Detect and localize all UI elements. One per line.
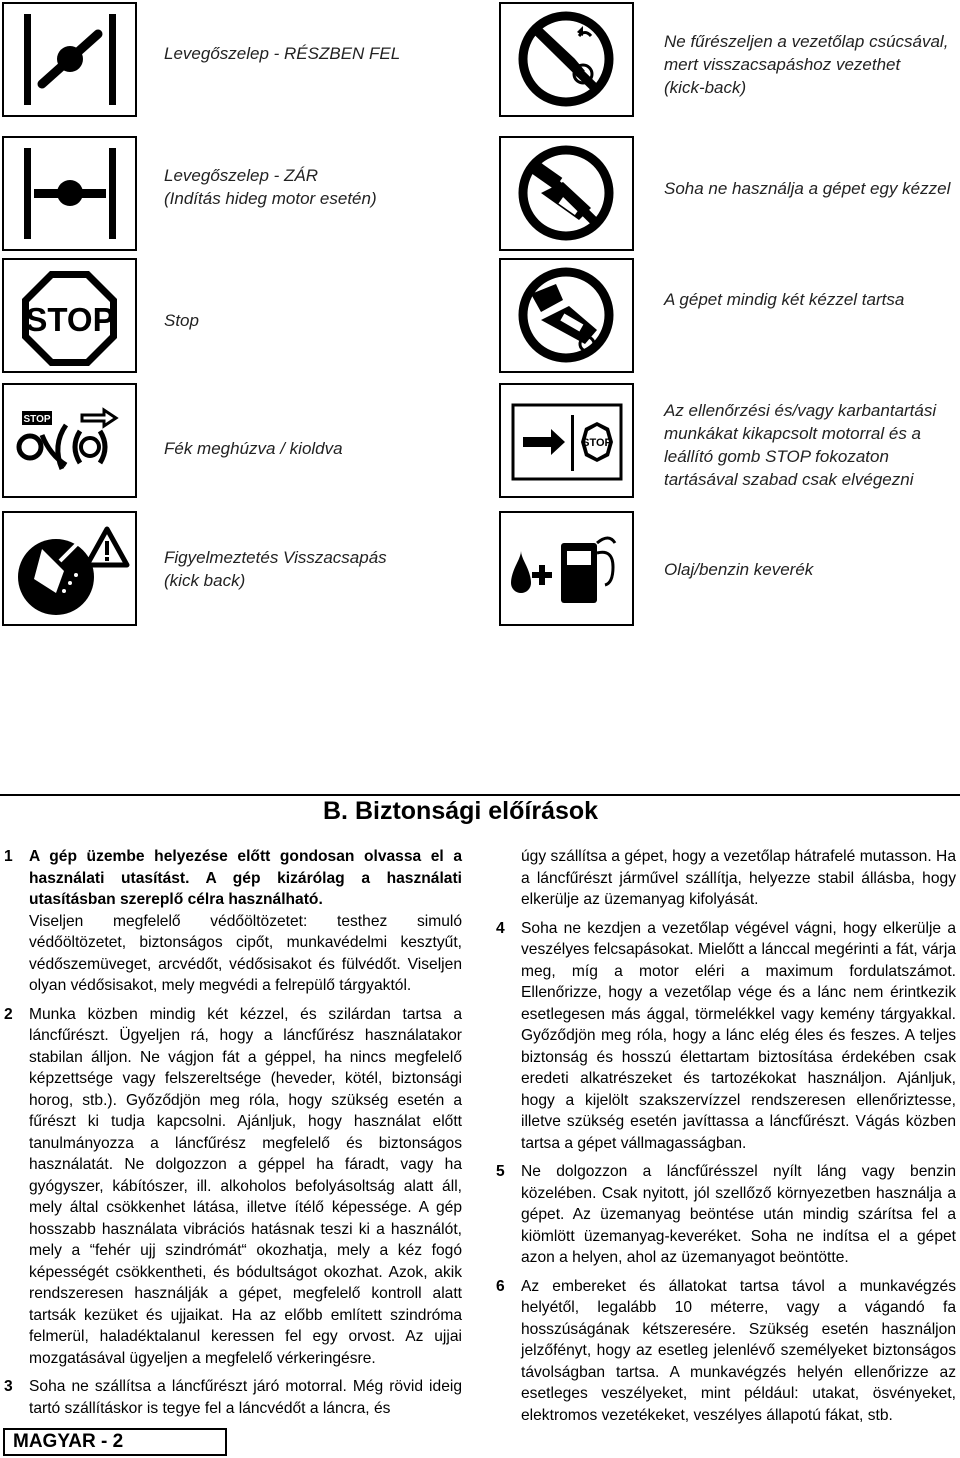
rule-number: 4 (496, 919, 505, 937)
rule-number: 5 (496, 1163, 505, 1180)
symbol-label-cell (634, 383, 956, 498)
symbol-label-cell (137, 258, 499, 373)
rule-item-5 (496, 1161, 956, 1269)
brake-stop-text: STOP (23, 414, 51, 425)
rule-2-text: Munka közben mindig két kézzel, és szilárdan tartsa a láncfűrészt. Ügyeljen rá, hogy a láncfűrész használatakor stabilan álljon. Ne vágjon fát a géppel, ha nincs megfelelő képzettsége vagy felszereltsége (heveder, kötél, biztonsági horog, stb.). Győződjön meg róla, hogy szükség esetén a fűrészt ki tudja kapcsolni. Ajánljuk, hogy használat előtt tanulmányozza a láncfűrész megfelelő és biztonságos használatát. Ne dolgozzon a géppel ha fáradt, vagy ha gyógyszer, kábítószer, ill. alkoholos befolyásoltság alatt áll, mely által csökkenhet látása, illetve ítélő képessége. A gép hosszabb használata vibrációs hatásnak teszi ki a használót, mely a “fehér ujj szindrómát“ okozhatja, mely a kéz fogó képességét csökkentheti, és bódultságot okozhat. Azok, akik rendszeresen használják a gépet, megfelelő kontroll alatt tartsák kezüket és ujjaikat. Ha az előbb említett szindróma felmerül, haladéktalanul keressen fel egy orvost. Az ujjai mozgatásával ügyeljen a megfelelő vérkeringésre. (29, 1005, 462, 1367)
stop-label: Stop (164, 311, 199, 330)
stop-switch-icon (499, 383, 634, 498)
fuel-mix-icon (499, 511, 634, 626)
rule-item-4 (496, 918, 956, 1155)
symbol-row (2, 258, 956, 373)
rule-4-text: Soha ne kezdjen a vezetőlap végével vágni, hogy elkerülje a veszélyes felcsapásokat. Mielőtt a lánccal megérinti a fát, várja meg, míg a motor eléri a maximum fordulatszámot. Ellenőrizze, hogy a vezetőlap vége és a lánc nem érintkezik esetlegesen más ággal, törmelékkel vagy kemény tárgyakkal. Győződjön meg róla, hogy a lánc elég éles és feszes. A teljes biztonság és hosszú élettartam biztosítása érdekében csak eredeti alkatrészeket és tartozékokat használjon. Ajánljuk, hogy a kijelölt szakszervízzel rendszeresen ellenőriztesse, illetve szükség esetén javíttassa a láncfűrészt. Vágás közben tartsa a gépet vállmagasságban. (521, 919, 956, 1152)
no-one-hand-label: Soha ne használja a gépet egy kézzel (664, 179, 951, 198)
rule-item-3-continued (496, 846, 956, 911)
rule-item-2 (4, 1004, 462, 1370)
rule-number: 3 (4, 1378, 13, 1395)
section-title: B. Biztonsági előírások (323, 797, 599, 825)
kickback-warning-icon (2, 511, 137, 626)
rule-item-3 (4, 1376, 462, 1419)
rule-number: 2 (4, 1005, 13, 1023)
no-one-hand-icon (499, 136, 634, 251)
kickback-label: Figyelmeztetés Visszacsapás (kick back) (164, 548, 387, 590)
choke-closed-label: Levegőszelep - ZÁR (Indítás hideg motor esetén) (164, 166, 377, 208)
symbol-label-cell (634, 2, 956, 117)
brake-icon (2, 383, 137, 498)
choke-closed-icon (2, 136, 137, 251)
symbol-label-cell (137, 383, 499, 498)
symbol-label-cell (634, 511, 956, 626)
two-hands-label: A gépet mindig két kézzel tartsa (664, 290, 905, 309)
section-header (0, 788, 960, 832)
left-column (4, 846, 462, 1426)
symbol-label-cell (137, 511, 499, 626)
fuel-mix-label: Olaj/benzin keverék (664, 560, 814, 579)
symbol-label-cell (634, 258, 956, 373)
choke-half-label: Levegőszelep - RÉSZBEN FEL (164, 44, 401, 63)
rule-3-text: Soha ne szállítsa a láncfűrészt járó motorral. Még rövid ideig tartó szállításkor is tegye fel a láncvédőt a láncra, és (29, 1378, 462, 1417)
rule-6-text: Az embereket és állatokat tartsa távol a munkavégzés helyétől, legalább 10 méterre, vagy a vágandó fa hosszúságának kétszeresére. Szükség esetén használjon jelzőfényt, hogy az esetleg jelenlévő személyeket biztonságos távolságban tartsa. A munkavégzés helyén ellenőrizze az esetleges veszélyeket, mint például: utakat, ösvényeket, elektromos vezetékeket, veszélyes állapotú fákat, stb. (521, 1277, 956, 1424)
choke-half-icon (2, 2, 137, 117)
stop-switch-label: Az ellenőrzési és/vagy karbantartási munkákat kikapcsolt motorral és a leállító gomb STOP fokozaton tartásával szabad csak elvégezni (664, 401, 937, 489)
rule-3-continued-text: úgy szállítsa a gépet, hogy a vezetőlap hátrafelé mutasson. Ha a láncfűrészt járművel szállítja, helyezze stabil állásba, hogy elkerülje az üzemanyag kifolyását. (521, 848, 956, 908)
stop-sign-icon (2, 258, 137, 373)
two-hands-icon (499, 258, 634, 373)
symbol-label-cell (634, 136, 956, 251)
symbol-label-cell (137, 2, 499, 117)
symbol-row (2, 2, 956, 117)
rule-1-text: Viseljen megfelelő védőöltözetet: testhez simuló védőöltözetet, biztonságos cipőt, munkavédelmi kesztyűt, védőszemüveget, arcvédőt, védősisakot és fülvédőt. Viseljen olyan védősisakot, mely megvédi a felrepülő tárgyaktól. (29, 912, 462, 994)
brake-label: Fék meghúzva / kioldva (164, 439, 343, 458)
no-tip-cutting-label: Ne fűrészeljen a vezetőlap csúcsával, mert visszacsapáshoz vezethet (kick-back) (664, 32, 949, 97)
symbol-row (2, 511, 956, 626)
rule-5-text: Ne dolgozzon a láncfűrésszel nyílt láng vagy benzin közelében. Csak nyitott, jól szellőző környezetben használja a gépet. Az üzemanyag beöntése után mindig szárítsa fel a kiömlött üzemanyag-keveréket. Soha ne indítsa el a gépet azon a helyen, ahol az üzemanyagot beöntötte. (521, 1163, 956, 1266)
symbol-row (2, 383, 956, 498)
no-tip-cutting-icon (499, 2, 634, 117)
symbol-label-cell (137, 136, 499, 251)
rule-number: 1 (4, 848, 13, 865)
page-footer-label: MAGYAR - 2 (3, 1428, 227, 1456)
stop-switch-text: STOP (582, 437, 612, 449)
rule-1-bold: A gép üzembe helyezése előtt gondosan olvassa el a használati utasítást. A gép kizárólag a használati utasításban szereplő célra használható. (29, 848, 462, 908)
rule-item-1 (4, 846, 462, 997)
stop-sign-text: STOP (25, 301, 115, 338)
symbol-row (2, 136, 956, 251)
right-column (496, 846, 956, 1433)
rule-item-6 (496, 1276, 956, 1427)
rule-number: 6 (496, 1277, 505, 1295)
